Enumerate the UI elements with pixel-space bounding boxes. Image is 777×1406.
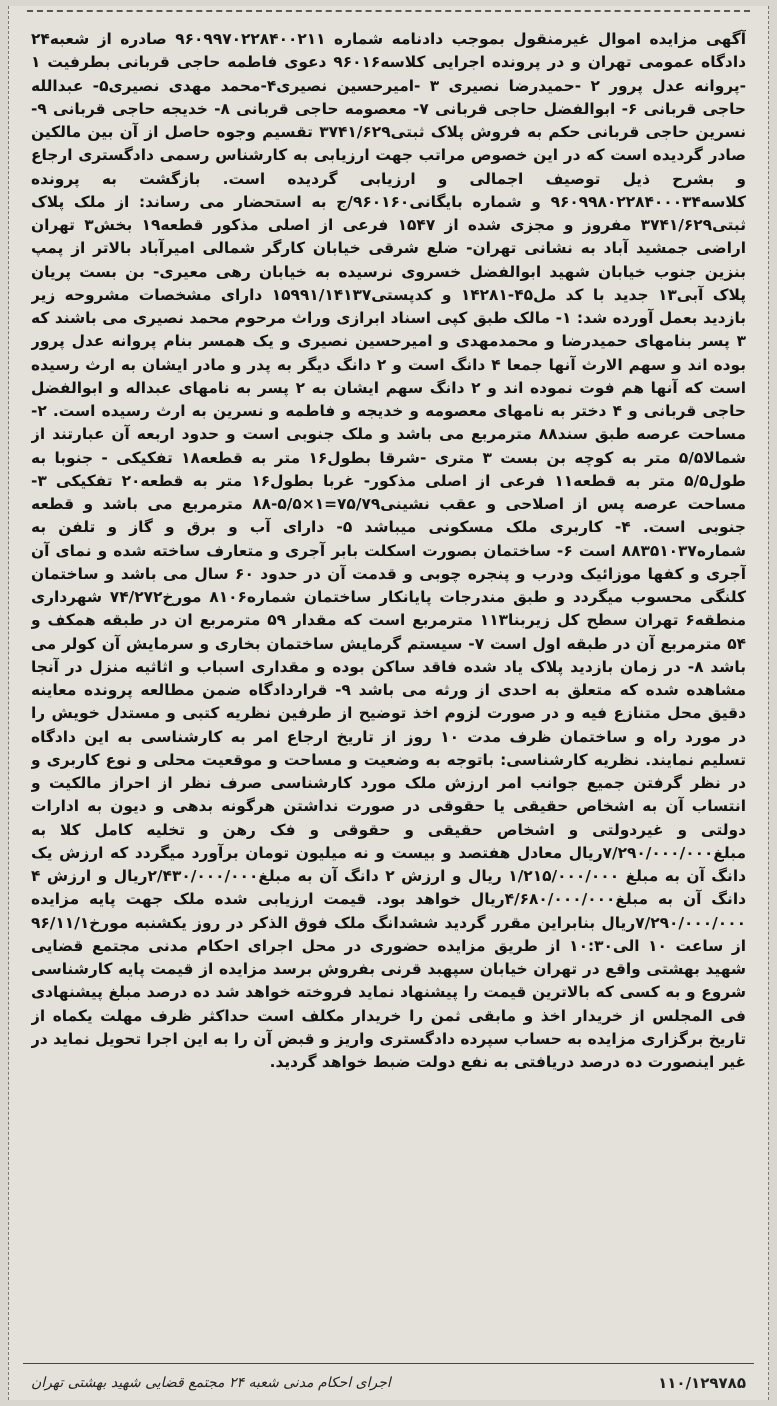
newspaper-clipping — [8, 6, 769, 1400]
notice-footer — [31, 1368, 746, 1398]
issuing-office: اجرای احکام مدنی شعبه ۲۴ مجتمع قضایی شهید بهشتی تهران — [31, 1375, 391, 1391]
cut-line-top — [27, 10, 750, 12]
footer-divider — [23, 1363, 754, 1364]
notice-code: ۱۱۰/۱۲۹۷۸۵ — [658, 1374, 746, 1392]
auction-notice-text: آگهی مزایده اموال غیرمنقول بموجب دادنامه شماره ۹۶۰۹۹۷۰۲۲۸۴۰۰۲۱۱ صادره از شعبه۲۴ دادگاه عمومی تهران و در پرونده اجرایی کلاسه۹۶۰۱۶ دعوی فاطمه حاجی قربانی بطرفیت ۱ -پروانه عدل پرور ۲ -حمیدرضا نصیری ۳ -امیرحسین نصیری۴-محمد مهدی نصیری۵- عبدالله حاجی قربانی ۶- ابوالفضل حاجی قربانی ۷- معصومه حاجی قربانی ۸- خدیجه حاجی قربانی ۹- نسرین حاجی قربانی حکم به فروش پلاک ثبتی۳۷۴۱/۶۲۹ تقسیم وجوه حاصل از آن بین مالکین صادر گردیده است که در این خصوص مراتب جهت ارزیابی به کارشناس رسمی دادگستری ارجاع و بشرح ذیل توصیف اجمالی و ارزیابی گردیده است. بازگشت به پرونده کلاسه۹۶۰۹۹۸۰۲۲۸۴۰۰۰۳۴ و شماره بایگانی۹۶۰۱۶۰/ج به استحضار می رساند: از ملک پلاک ثبتی۳۷۴۱/۶۲۹ مفروز و مجزی شده از ۱۵۴۷ فرعی از اصلی مذکور قطعه۱۹ بخش۳ تهران اراضی جمشید آباد به نشانی تهران- ضلع شرقی خیابان کارگر شمالی امیرآباد بالاتر از پمپ بنزین جنوب خیابان شهید ابوالفضل خسروی نرسیده به خیابان رهی معیری- بن بست پریان پلاک آبی۱۳ جدید با کد مل۴۵-۱۴۲۸۱ و کدپستی۱۵۹۹۱/۱۴۱۳۷ دارای مشخصات مشروحه زیر بازدید بعمل آورده شد: ۱- مالک طبق کپی اسناد ابرازی وراث مرحوم محمد نصیری می باشند که ۳ پسر بنامهای حمیدرضا و محمدمهدی و امیرحسین نصیری و یک همسر بنام پروانه عدل پرور بوده اند و سهم الارث آنها جمعا ۴ دانگ است و ۲ دانگ دیگر به پدر و مادر ایشان به ارث رسیده است که آنها هم فوت نموده اند و ۲ دانگ سهم ایشان به ۲ پسر به نامهای عبداله و ابوالفضل حاجی قربانی و ۴ دختر به نامهای معصومه و خدیجه و فاطمه و نسرین به ارث رسیده است. ۲- مساحت عرصه طبق سند۸۸ مترمربع می باشد و ملک جنوبی است و حدود اربعه آن عبارتند از شمالا۵/۵ متر به کوچه بن بست ۳ متری -شرقا بطول۱۶ متر به قطعه۱۸ تفکیکی - جنوبا به طول۵/۵ متر به قطعه۱۱ فرعی از اصلی مذکور- غربا بطول۱۶ متر به قطعه۲۰ تفکیکی ۳- مساحت عرصه پس از اصلاحی و عقب نشینی۷۵/۷۹=۱×۵/۵-۸۸ مترمربع می باشد و قطعه جنوبی است. ۴- کاربری ملک مسکونی میباشد ۵- دارای آب و برق و گاز و تلفن به شماره۸۸۳۵۱۰۳۷ است ۶- ساختمان بصورت اسکلت بابر آجری و متعارف ساخته شده و نمای آن آجری و کفها موزائیک ودرب و پنجره چوبی و قدمت آن در حدود ۶۰ سال می باشد و ساختمان کلنگی محسوب میگردد و طبق مندرجات پایانکار ساختمان شماره۸۱۰۶ مورخ۷۴/۲۷۲ شهرداری منطقه۶ تهران سطح کل زیربنا۱۱۳ مترمربع است که مقدار ۵۹ مترمربع ان در طبقه همکف و ۵۴ مترمربع آن در طبقه اول است ۷- سیستم گرمایش ساختمان بخاری و سرمایش آن کولر می باشد ۸- در زمان بازدید پلاک یاد شده فاقد ساکن بوده و مقداری اسباب و اثاثیه منزل در آنجا مشاهده شده که متعلق به احدی از ورثه می باشد ۹- قراردادگاه ضمن مطالعه پرونده معاینه دقیق محل متنازع فیه و در صورت لزوم اخذ توضیح از طرفین نظریه کتبی و مستدل خویش را در مورد راه و ساختمان ظرف مدت ۱۰ روز از تاریخ ارجاع امر به کارشناسی به این دادگاه تسلیم نمایند. نظریه کارشناسی: باتوجه به وضعیت و مساحت و موقعیت محلی و نوع کاربری و در نظر گرفتن جمیع جوانب امر ارزش ملک مورد کارشناسی صرف نظر از احراز مالکیت و انتساب آن به اشخاص حقیقی یا حقوقی در صورت نداشتن هرگونه بدهی و دیون به ادارات دولتی و غیردولتی و اشخاص حقیقی و حقوقی و فک رهن و تخلیه کامل کلا به مبلغ۷/۲۹۰/۰۰۰/۰۰۰ریال معادل هفتصد و بیست و نه میلیون تومان برآورد میگردد که ارزش یک دانگ آن به مبلغ ۱/۲۱۵/۰۰۰/۰۰۰ ریال و ارزش ۲ دانگ آن به مبلغ۲/۴۳۰/۰۰۰/۰۰۰ریال و ارزش ۴ دانگ آن به مبلغ۴/۶۸۰/۰۰۰/۰۰۰ریال خواهد بود. قیمت ارزیابی شده ملک جهت پایه مزایده ۷/۲۹۰/۰۰۰/۰۰۰ریال بنابراین مقرر گردید ششدانگ ملک فوق الذکر در روز یکشنبه مورخ۹۶/۱۱/۱ از ساعت ۱۰ الی۱۰:۳۰ از طریق مزایده حضوری در محل اجرای احکام مدنی مجتمع قضایی شهید بهشتی واقع در تهران خیابان سپهبد قرنی بفروش برسد مزایده از قیمت پایه کارشناسی شروع و به کسی که بالاترین قیمت را پیشنهاد نماید فروخته خواهد شد ده درصد مبلغ پیشنهادی فی المجلس از خریدار اخذ و مابقی ثمن را خریدار مکلف است حداکثر ظرف مهلت یکماه از تاریخ برگزاری مزایده به حساب سپرده دادگستری واریز و قبض آن را به این اجرا تحویل نماید در غیر اینصورت ده درصد دریافتی به نفع دولت ضبط خواهد گردید. — [31, 30, 746, 1071]
